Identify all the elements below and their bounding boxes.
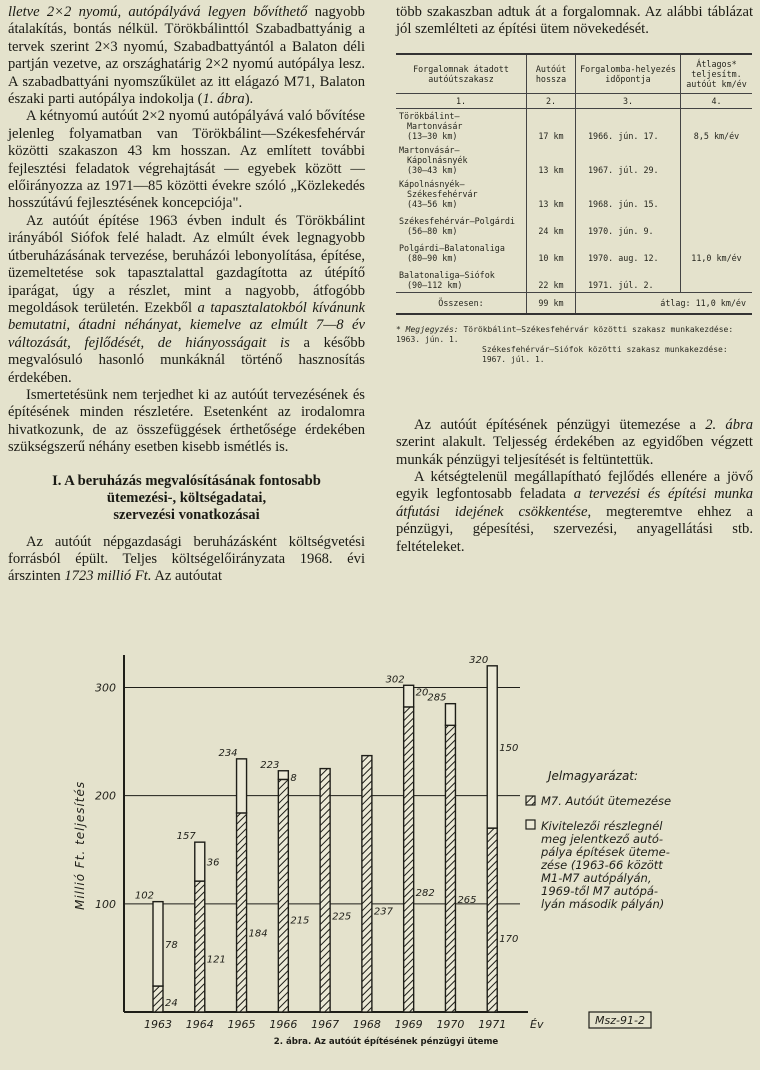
- bar-hatched: [237, 813, 247, 1012]
- x-tick-label: 1966: [269, 1018, 298, 1031]
- table-cell-date: 1967. júl. 29.: [576, 143, 681, 177]
- segment-label-empty: 20: [415, 687, 429, 699]
- sections-table: [396, 53, 752, 315]
- bar-hatched: [320, 769, 330, 1012]
- table-total-row: [396, 292, 752, 314]
- bar-hatched: [404, 707, 414, 1012]
- left-paragraph-5: [8, 534, 365, 586]
- bar-hatched: [278, 779, 288, 1012]
- segment-label-hatched: 237: [373, 906, 393, 918]
- body-text: , megteremtve ehhez a pénzügyi, gépesítési, szervezési, anyagellátási stb. feltételeket.: [396, 503, 753, 555]
- section-range: (30—43 km): [407, 164, 458, 175]
- table-total-length: 99 km: [527, 292, 576, 314]
- table-cell-length: 13 km: [527, 177, 576, 211]
- table-cell-avg: [681, 177, 753, 211]
- legend-entry-1: M7. Autóút ütemezése: [541, 794, 672, 808]
- table-cell-avg: 11,0 km/év: [681, 238, 753, 265]
- table-total-avg: átlag: 11,0 km/év: [576, 292, 753, 314]
- table-row: [396, 177, 752, 211]
- table-colnum: 2.: [527, 93, 576, 108]
- bar-hatched: [362, 756, 372, 1012]
- left-paragraph-2: A kétnyomú autóút 2×2 nyomú autópályává való bővítése jelenleg folyamatban van Törökbálint—Székesfehérvár közötti szakaszon 43 km hosszan. Az említett további fejlesztési feladatok végrehajtását — egyebek között — előirányozza az 1971—85 közötti évekre szóló „Közlekedés hosszútávú fejlesztésének koncepciója".: [8, 108, 365, 212]
- table-cell-length: 22 km: [527, 265, 576, 293]
- table-cell-section: [396, 211, 527, 238]
- segment-label-hatched: 184: [248, 928, 268, 940]
- section-line: Törökbálint—: [399, 110, 460, 121]
- table-header-date: Forgalomba-helyezés időpontja: [576, 54, 681, 94]
- table-header-row: [396, 54, 752, 94]
- table-cell-date: 1968. jún. 15.: [576, 177, 681, 211]
- footnote-text-1: Törökbálint—Székesfehérvár közötti szakasz munkakezdése: 1963. jún. 1.: [396, 324, 734, 344]
- body-text: szerint alakult. Teljesség érdekében az egyidőben végzett munkák pénzügyi teljesítését is feltüntettük.: [396, 434, 753, 468]
- legend-entry-2-line: meg jelentkező autó-: [541, 832, 664, 846]
- segment-label-empty: 150: [499, 742, 519, 754]
- table-row: [396, 211, 752, 238]
- table-colnum-row: [396, 93, 752, 108]
- table-cell-avg: [681, 143, 753, 177]
- total-label: 285: [427, 692, 447, 704]
- emphasis-text: lletve 2×2 nyomú, autópályává legyen bővíthető: [8, 4, 308, 20]
- y-tick-label: 100: [95, 897, 116, 911]
- footnote-text-2: Székesfehérvár—Siófok közötti szakasz munkakezdése: 1967. júl. 1.: [482, 344, 728, 364]
- footnote-line-1: [396, 325, 753, 345]
- table-cell-section: [396, 108, 527, 143]
- legend-title: Jelmagyarázat:: [548, 769, 639, 783]
- body-text: A kétségtelenül megállapítható fejlődés ellenére a jövő egyik legfontosabb feladata: [396, 469, 753, 503]
- table-total-label: Összesen:: [396, 292, 527, 314]
- bar-empty: [487, 666, 497, 828]
- section-range: (56—80 km): [407, 225, 458, 236]
- total-label: 320: [469, 654, 489, 666]
- bar-empty: [237, 759, 247, 813]
- right-column: [396, 4, 753, 556]
- section-line: Balatonaliga—Siófok: [399, 269, 495, 280]
- section-heading-line-1: I. A beruházás megvalósításának fontosabb: [52, 472, 321, 489]
- table-cell-section: [396, 238, 527, 265]
- legend-entry-2-line: zése (1963-66 között: [541, 858, 663, 872]
- left-paragraph-3: [8, 213, 365, 387]
- table-cell-avg: [681, 265, 753, 293]
- figure-caption: 2. ábra. Az autóút építésének pénzügyi üteme: [273, 1037, 499, 1047]
- table-row: [396, 238, 752, 265]
- left-paragraph-4: Ismertetésünk nem terjedhet ki az autóút tervezésének és építésének minden részletére. Esetenként az irodalomra hivatkozunk, de az összefüggések érthetősége érdekében szükségszerű néhány esetben kisebb ismétlés is.: [8, 386, 365, 456]
- table-cell-length: 24 km: [527, 211, 576, 238]
- x-tick-label: 1970: [436, 1018, 465, 1031]
- table-cell-date: 1970. jún. 9.: [576, 211, 681, 238]
- x-tick-label: 1965: [227, 1018, 256, 1031]
- segment-label-hatched: 170: [499, 934, 519, 946]
- segment-label-hatched: 225: [332, 911, 352, 923]
- legend-entry-2-line: M1-M7 autópályán,: [541, 871, 652, 885]
- table-cell-date: 1966. jún. 17.: [576, 108, 681, 143]
- right-paragraph-3: [396, 469, 753, 556]
- bar-hatched: [445, 725, 455, 1012]
- bar-hatched: [153, 986, 163, 1012]
- emphasis-text: 1. ábra: [202, 91, 245, 108]
- stamp-label: Msz-91-2: [595, 1014, 645, 1027]
- x-tick-label: 1963: [144, 1018, 172, 1031]
- table-row: [396, 143, 752, 177]
- body-text: Az autóút építése 1963 évben indult és Törökbálint irányából Siófok felé haladt. Az elmúlt évek legnagyobb útberuházásának tervezése, beruházói lebonyolítása, építése, üzemeltetése sok tapasztalattal gazdagította az útépítő iparágat, úgy a részlet, mint a nagyobb, átfogóbb megoldások területén. Ezekből: [8, 212, 365, 316]
- y-axis-label: Millió Ft. teljesítés: [73, 780, 87, 910]
- bar-empty: [404, 685, 414, 707]
- body-text: ).: [244, 91, 254, 108]
- table-colnum: 4.: [681, 93, 753, 108]
- body-text: a később megvalósuló hasonló munkáknál történő hasznosítás érdekében.: [8, 334, 365, 386]
- y-tick-label: 200: [95, 789, 116, 803]
- x-tick-label: 1968: [352, 1018, 381, 1031]
- table-cell-date: 1971. júl. 2.: [576, 265, 681, 293]
- emphasis-text: a tervezési és építési munka átfutási idejének csökkentése: [396, 486, 753, 520]
- segment-label-hatched: 265: [457, 895, 477, 907]
- section-line: Székesfehérvár: [407, 188, 478, 199]
- bar-empty: [278, 771, 288, 780]
- x-tick-label: 1964: [185, 1018, 214, 1031]
- x-tick-label: 1967: [311, 1018, 340, 1031]
- section-heading: [8, 473, 365, 524]
- table-header-length: Autóút hossza: [527, 54, 576, 94]
- total-label: 302: [385, 674, 405, 686]
- bar-empty: [153, 902, 163, 986]
- section-range: (13—30 km): [407, 130, 458, 141]
- bar-hatched: [195, 881, 205, 1012]
- bar-hatched: [487, 828, 497, 1012]
- segment-label-hatched: 121: [206, 954, 226, 966]
- section-line: Martonvásár—: [399, 144, 460, 155]
- footnote-label: * Megjegyzés:: [396, 324, 459, 334]
- bar-empty: [195, 842, 205, 881]
- section-heading-line-2: ütemezési-, költségadatai,: [106, 489, 267, 506]
- table-cell-avg: [681, 211, 753, 238]
- table-cell-section: [396, 143, 527, 177]
- table-row: [396, 265, 752, 293]
- left-paragraph-1: [8, 4, 365, 108]
- x-axis-label: Év: [530, 1018, 544, 1031]
- chart-legend: [526, 769, 671, 1028]
- segment-label-empty: 78: [165, 939, 178, 951]
- table-footnote: [396, 325, 753, 365]
- body-text: nagyobb átalakítás, bontás nélkül. Törökbálinttól Szabadbattyánig a tervek szerint 2×3 nyomú, Szabadbattyántól a Balaton déli partján vezetve, az országhatárig 2×2 nyomú autópálya lesz. A szabadbattyáni nyomszűkület az itt elágazó M71, Balaton északi parti autópálya indokolja (: [8, 4, 365, 108]
- x-tick-label: 1969: [394, 1018, 423, 1031]
- legend-entry-2-line: lyán második pályán): [541, 897, 665, 911]
- segment-label-empty: 8: [290, 772, 297, 784]
- table-row: [396, 108, 752, 143]
- segment-label-empty: 36: [206, 857, 220, 869]
- x-tick-label: 1971: [478, 1018, 507, 1031]
- segment-label-hatched: 215: [290, 915, 310, 927]
- body-text: Az autóút népgazdasági beruházásként költségvetési forrásból épült. Teljes költségelőirányzata 1968. évi árszinten: [8, 533, 365, 585]
- legend-entry-2-line: Kivitelezői részlegnél: [541, 819, 663, 833]
- right-paragraph-2: [396, 417, 753, 469]
- section-line: Székesfehérvár—Polgárdi: [399, 215, 515, 226]
- segment-label-hatched: 24: [165, 998, 178, 1009]
- right-paragraph-1: több szakaszban adtuk át a forgalomnak. Az alábbi táblázat jól szemlélteti az építési ütem növekedését.: [396, 4, 753, 38]
- total-label: 223: [260, 759, 280, 771]
- table-colnum: 3.: [576, 93, 681, 108]
- section-heading-line-3: szervezési vonatkozásai: [113, 506, 260, 523]
- table-cell-avg: 8,5 km/év: [681, 108, 753, 143]
- chart-bars: [153, 666, 497, 1012]
- section-range: (43—56 km): [407, 198, 458, 209]
- section-line: Polgárdi—Balatonaliga: [399, 242, 505, 253]
- chart-labels: [73, 655, 544, 1047]
- segment-label-hatched: 282: [415, 888, 435, 900]
- section-line: Kápolnásnyék: [407, 154, 468, 165]
- table-cell-length: 13 km: [527, 143, 576, 177]
- legend-entry-2-line: 1969-től M7 autópá-: [541, 884, 659, 898]
- legend-swatch-hatched: [526, 796, 535, 805]
- table-cell-length: 10 km: [527, 238, 576, 265]
- legend-entry-2-line: pálya építések üteme-: [541, 845, 670, 859]
- emphasis-text: 2. ábra: [705, 416, 754, 433]
- financial-schedule-chart: [0, 650, 760, 1070]
- table-header-section: Forgalomnak átadott autóútszakasz: [396, 54, 527, 94]
- table-cell-section: [396, 265, 527, 293]
- emphasis-text: 1723 millió Ft.: [64, 568, 152, 585]
- section-range: (80—90 km): [407, 252, 458, 263]
- body-text: Az autóút építésének pénzügyi ütemezése a: [414, 416, 706, 433]
- body-text: Az autóutat: [151, 568, 223, 585]
- table-cell-length: 17 km: [527, 108, 576, 143]
- table-colnum: 1.: [396, 93, 527, 108]
- table-cell-section: [396, 177, 527, 211]
- table-cell-date: 1970. aug. 12.: [576, 238, 681, 265]
- legend-swatch-empty: [526, 820, 535, 829]
- total-label: 157: [176, 831, 196, 843]
- left-column: [8, 4, 365, 586]
- total-label: 102: [134, 890, 154, 902]
- section-line: Martonvásár: [407, 120, 463, 131]
- section-line: Kápolnásnyék—: [399, 178, 465, 189]
- bar-empty: [445, 704, 455, 726]
- emphasis-text: a tapasztalatokból kívánunk bemutatni, átadni néhányat, kiemelve az elmúlt 7—8 év változását, fejlődését, de hiányosságait is: [8, 299, 365, 351]
- y-tick-label: 300: [95, 681, 116, 695]
- table-header-avg: Átlagos* teljesítm. autóút km/év: [681, 54, 753, 94]
- section-range: (90—112 km): [407, 279, 463, 290]
- total-label: 234: [218, 747, 238, 759]
